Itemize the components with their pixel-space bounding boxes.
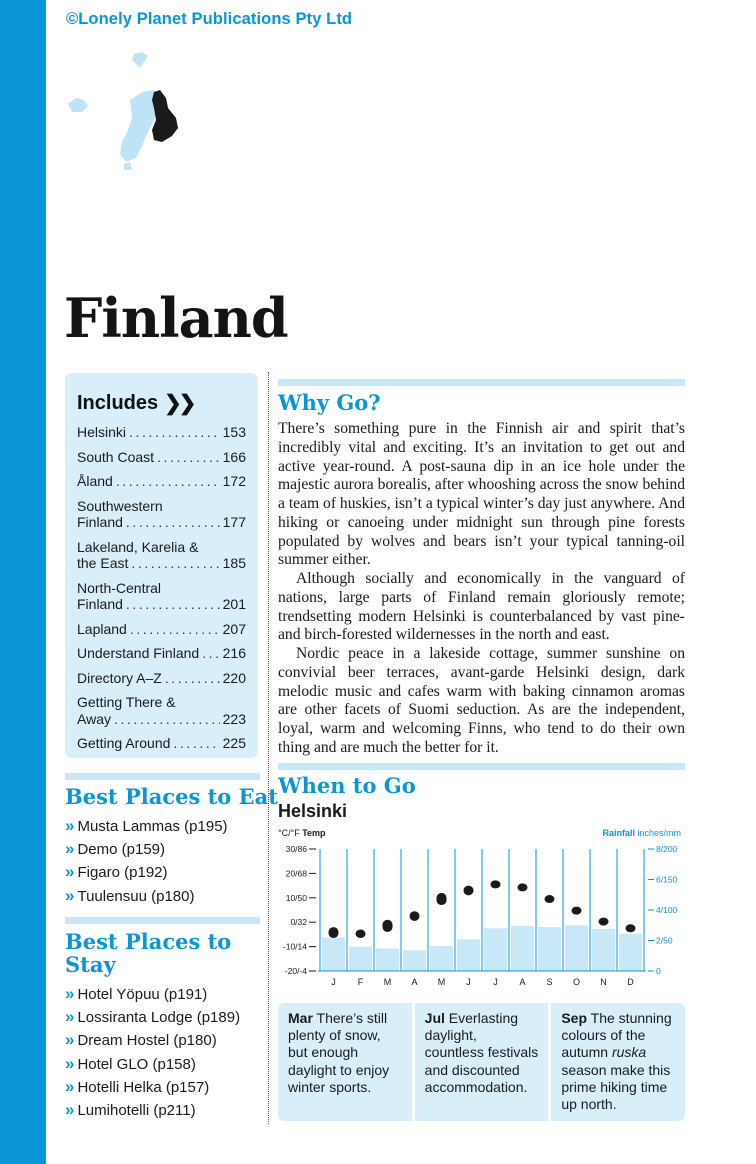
- note-month: Jul: [424, 1010, 445, 1026]
- rainfall-bar: [565, 925, 588, 971]
- best-stay-heading: Best Places to Stay: [65, 929, 232, 977]
- dot-leader: [126, 514, 220, 531]
- place-name: Lossiranta Lodge (p189): [77, 1009, 241, 1027]
- locator-map: [62, 46, 192, 176]
- chevron-bullet-icon: »: [65, 1007, 73, 1027]
- chevron-bullet-icon: »: [65, 1099, 73, 1119]
- rain-axis-label: Rainfall inches/mm: [602, 828, 681, 838]
- month-label: A: [411, 977, 418, 987]
- section-rule: [65, 773, 260, 780]
- list-item: [65, 1052, 240, 1075]
- double-chevron-icon: ❯❯: [164, 392, 194, 415]
- month-label: A: [519, 977, 526, 987]
- temp-range-marker: [464, 886, 474, 896]
- includes-item-label: Finland: [77, 596, 123, 612]
- includes-item: [77, 539, 246, 572]
- dot-leader: [126, 596, 220, 613]
- includes-item-label: Away: [77, 710, 111, 727]
- list-item: [65, 1028, 240, 1051]
- rainfall-bar: [349, 947, 372, 971]
- dot-leader: [129, 424, 220, 441]
- rain-tick-label: 6/150: [656, 874, 678, 885]
- chevron-bullet-icon: »: [65, 1053, 73, 1073]
- section-rule: [65, 917, 260, 924]
- place-name: Hotel Yöpuu (p191): [77, 986, 208, 1003]
- includes-item: [77, 670, 246, 687]
- note-text: The stunning colours of the autumn: [561, 1010, 672, 1061]
- rain-tick-label: 8/200: [656, 844, 678, 854]
- copyright-notice: ©Lonely Planet Publications Pty Ltd: [66, 10, 353, 28]
- why-go-heading: Why Go?: [278, 390, 381, 415]
- why-go-text: [278, 420, 685, 758]
- dot-leader: [131, 555, 219, 572]
- includes-item-page: 153: [222, 424, 246, 440]
- chevron-bullet-icon: »: [65, 839, 73, 859]
- includes-item: [77, 621, 246, 638]
- rainfall-bar: [619, 934, 642, 971]
- place-name: Lumihotelli (p211): [77, 1101, 196, 1119]
- iceland-shape: [68, 98, 88, 112]
- temp-range-marker: [329, 927, 339, 938]
- dot-leader: [114, 711, 220, 728]
- best-eat-heading: Best Places to Eat: [65, 784, 278, 809]
- body-paragraph: Although socially and economically in the vanguard of nations, large parts of Finland remain gloriously remote; trendsetting modern Helsinki is counterbalanced by vast pine- and birch-forested wildernesses in the north and east.: [278, 570, 685, 644]
- dot-leader: [116, 473, 220, 490]
- note-emphasis: ruska: [611, 1044, 647, 1061]
- climate-chart: [276, 824, 690, 994]
- includes-item-label: Åland: [77, 473, 113, 489]
- rainfall-bar: [484, 928, 507, 971]
- includes-item-page: 223: [222, 710, 246, 727]
- chevron-bullet-icon: »: [65, 1030, 73, 1050]
- month-label: M: [383, 977, 392, 987]
- includes-item-label: the East: [77, 555, 129, 571]
- includes-item-label: South Coast: [77, 448, 155, 465]
- includes-item: [77, 694, 246, 727]
- temp-range-marker: [518, 883, 528, 891]
- chevron-bullet-icon: »: [65, 1076, 73, 1096]
- dot-leader: [157, 449, 220, 466]
- month-label: D: [627, 977, 634, 987]
- place-name: Figaro (p192): [77, 864, 168, 882]
- note-month: Mar: [288, 1010, 313, 1026]
- rainfall-bar: [376, 948, 399, 971]
- includes-item-label: Lapland: [77, 620, 127, 637]
- rainfall-bar: [511, 926, 534, 971]
- includes-item-page: 201: [222, 596, 246, 612]
- season-note: [278, 1003, 412, 1121]
- list-item: [65, 1005, 240, 1028]
- month-label: J: [493, 977, 498, 987]
- month-label: S: [546, 977, 553, 987]
- includes-item-label: Directory A–Z: [77, 669, 162, 686]
- dot-leader: [165, 670, 220, 687]
- body-paragraph: Nordic peace in a lakeside cottage, summer sunshine on convivial beer terraces, avant-garde Helsinki design, dark melodic music and cafes warm with baking cinnamon aromas are other facets of Suomi seduction. As are the independent, loyal, warm and welcoming Finns, who tend to do their own thing and are much the better for it.: [278, 645, 685, 756]
- includes-item-page: 207: [222, 620, 246, 637]
- rain-tick-label: 2/50: [656, 935, 673, 946]
- when-to-go-heading: When to Go: [278, 773, 416, 798]
- season-note: [551, 1003, 685, 1121]
- rainfall-bar: [322, 937, 345, 971]
- includes-item-page: 177: [222, 514, 246, 530]
- includes-item-label: Helsinki: [77, 424, 127, 440]
- temp-range-marker: [356, 930, 366, 939]
- includes-item: [77, 735, 246, 752]
- city-name: Helsinki: [278, 801, 348, 821]
- rainfall-bar: [430, 946, 453, 971]
- rain-tick-label: 0: [656, 966, 661, 976]
- includes-item-label-line1: Lakeland, Karelia &: [77, 538, 199, 555]
- includes-item-page: 172: [222, 473, 246, 489]
- temp-range-marker: [572, 907, 582, 915]
- month-label: F: [357, 977, 364, 987]
- place-name: Demo (p159): [77, 841, 166, 859]
- finland-shape: [152, 90, 178, 142]
- body-paragraph: There’s something pure in the Finnish air and spirit that’s incredibly vital and exciting. It’s an invitation to get out and active year-round. A post-sauna dip in an ice hole under the majestic aurora borealis, after whooshing across the snow behind a team of huskies, isn’t a typical winter’s day just anywhere. And hiking or canoeing under midnight sun through pine forests populated by wolves and bears isn’t your typical tanning-oil summer either.: [278, 420, 685, 569]
- section-rule: [278, 379, 685, 386]
- list-item: [65, 1075, 240, 1098]
- temp-tick-label: 0/32: [290, 917, 307, 928]
- chevron-bullet-icon: »: [65, 816, 73, 835]
- temp-range-marker: [599, 918, 609, 926]
- svalbard-shape: [132, 52, 148, 68]
- note-text: There’s still plenty of snow, but enough daylight to enjoy winter sports.: [288, 1010, 390, 1095]
- rainfall-bar: [403, 950, 426, 971]
- includes-item-page: 220: [222, 669, 246, 686]
- temp-range-marker: [545, 895, 555, 903]
- temp-range-marker: [491, 880, 501, 888]
- dot-leader: [202, 645, 219, 662]
- month-label: J: [466, 977, 471, 987]
- page-title: Finland: [64, 286, 288, 350]
- month-label: O: [572, 977, 581, 987]
- chevron-bullet-icon: »: [65, 862, 73, 882]
- list-item: [65, 814, 228, 837]
- season-note: [415, 1003, 549, 1121]
- temp-tick-label: 30/86: [285, 844, 307, 854]
- temp-range-marker: [410, 911, 420, 921]
- includes-item-label-line1: Getting There &: [77, 694, 176, 710]
- includes-heading: Includes ❯❯: [77, 392, 194, 415]
- place-name: Dream Hostel (p180): [77, 1032, 217, 1050]
- list-item: [65, 1098, 240, 1121]
- season-notes: [278, 1003, 685, 1121]
- best-eat-list: [65, 814, 228, 907]
- edge-color-bar: [0, 0, 46, 1164]
- temp-range-marker: [383, 920, 393, 932]
- includes-item-label-line1: North-Central: [77, 579, 162, 596]
- temp-range-marker: [437, 893, 447, 905]
- dot-leader: [173, 735, 219, 752]
- temp-tick-label: 20/68: [285, 868, 307, 879]
- note-month: Sep: [561, 1010, 588, 1026]
- temp-range-marker: [626, 924, 636, 932]
- rainfall-bar: [457, 939, 480, 971]
- denmark-shape: [124, 162, 132, 170]
- includes-item: [77, 473, 246, 490]
- includes-item-page: 216: [222, 645, 246, 661]
- includes-item: [77, 580, 246, 613]
- note-text-after: season make this prime hiking time up north.: [561, 1061, 671, 1113]
- month-label: J: [331, 977, 336, 987]
- place-name: Hotelli Helka (p157): [77, 1078, 210, 1096]
- includes-item-page: 166: [222, 448, 246, 465]
- includes-item: [77, 424, 246, 441]
- rain-tick-label: 4/100: [656, 905, 678, 915]
- chevron-bullet-icon: »: [65, 984, 73, 1003]
- list-item: [65, 884, 228, 907]
- column-divider: [268, 372, 269, 1124]
- includes-item-page: 185: [222, 555, 246, 571]
- best-stay-list: [65, 982, 240, 1121]
- place-name: Tuulensuu (p180): [77, 887, 195, 905]
- includes-item-label-line1: Southwestern: [77, 497, 163, 514]
- list-item: [65, 837, 228, 860]
- includes-item-label: Finland: [77, 514, 123, 530]
- includes-item: [77, 498, 246, 531]
- temp-tick-label: 10/50: [285, 892, 307, 903]
- dot-leader: [130, 621, 220, 638]
- place-name: Musta Lammas (p195): [77, 818, 228, 835]
- section-rule: [278, 763, 685, 770]
- includes-item-page: 225: [222, 735, 246, 751]
- list-item: [65, 982, 240, 1005]
- place-name: Hotel GLO (p158): [77, 1055, 196, 1073]
- list-item: [65, 860, 228, 883]
- chevron-bullet-icon: »: [65, 885, 73, 905]
- includes-item-label: Understand Finland: [77, 645, 200, 661]
- temp-axis-label: °C/°F Temp: [278, 828, 326, 838]
- month-label: M: [437, 977, 446, 987]
- rainfall-bar: [592, 929, 615, 971]
- note-text: Everlasting daylight, countless festivals and discounted accommodation.: [424, 1010, 539, 1095]
- month-label: N: [600, 977, 607, 987]
- includes-list: [77, 424, 246, 752]
- temp-tick-label: -10/14: [282, 941, 307, 952]
- includes-item-label: Getting Around: [77, 735, 171, 751]
- includes-item: [77, 449, 246, 466]
- rainfall-bar: [538, 927, 561, 971]
- includes-box: [65, 373, 258, 758]
- includes-item: [77, 645, 246, 662]
- temp-tick-label: -20/-4: [284, 966, 307, 976]
